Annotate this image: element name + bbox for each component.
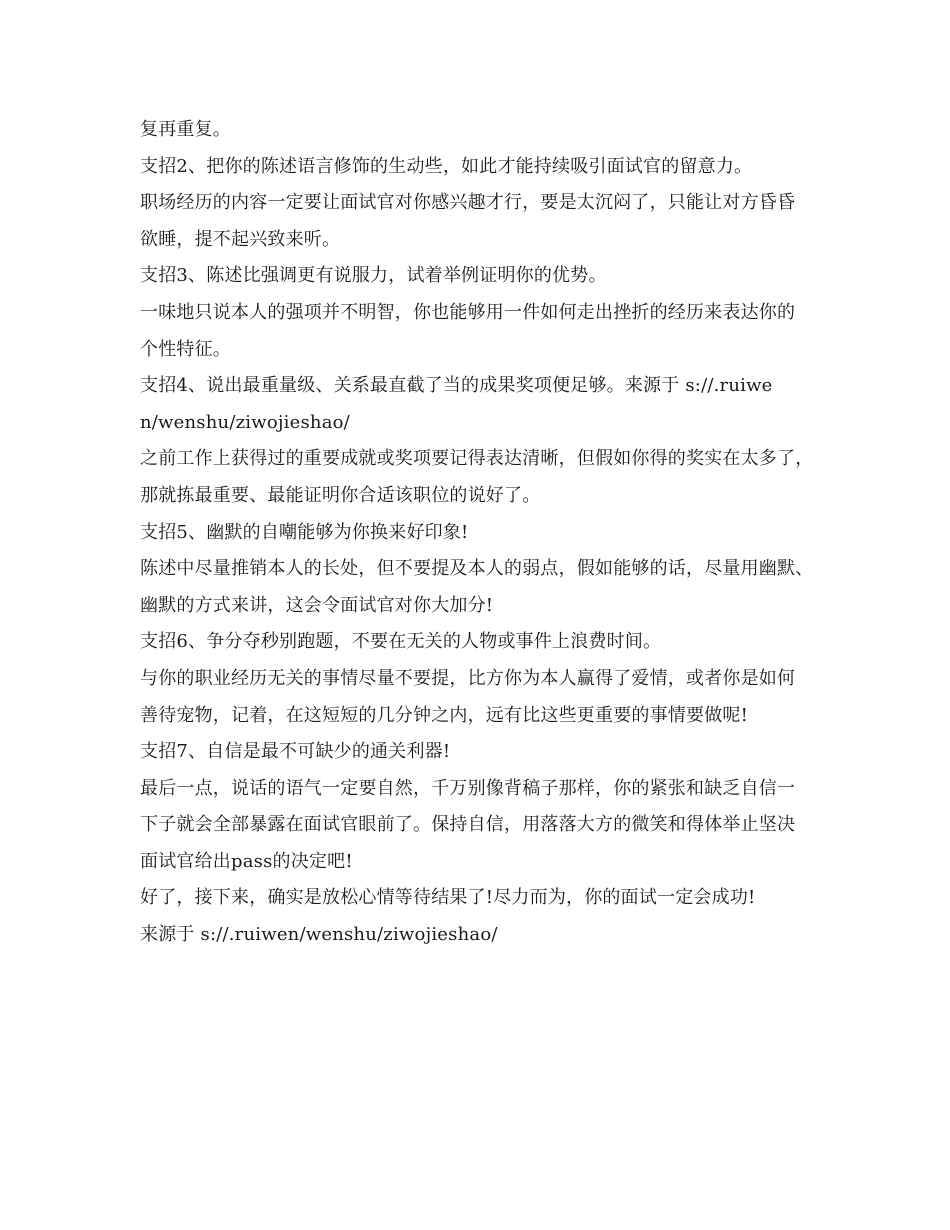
text-line: 善待宠物，记着，在这短短的几分钟之内，远有比这些更重要的事情要做呢! (140, 704, 749, 726)
text-line: 个性特征。 (140, 338, 231, 360)
text-line: 之前工作上获得过的重要成就或奖项要记得表达清晰，但假如你得的奖实在太多了， (140, 448, 814, 470)
text-line: 支招3、陈述比强调更有说服力，试着举例证明你的优势。 (140, 265, 607, 287)
text-line: 职场经历的内容一定要让面试官对你感兴趣才行，要是太沉闷了，只能让对方昏昏 (140, 192, 796, 214)
text-line: 支招7、自信是最不可缺少的通关利器! (140, 741, 451, 763)
text-line: 支招2、把你的陈述语言修饰的生动些，如此才能持续吸引面试官的留意力。 (140, 155, 753, 177)
text-line: 支招5、幽默的自嘲能够为你换来好印象! (140, 521, 469, 543)
text-line: 好了，接下来，确实是放松心情等待结果了!尽力而为，你的面试一定会成功! (140, 887, 756, 909)
text-line: n/wenshu/ziwojieshao/ (140, 411, 350, 433)
text-line: 面试官给出pass的决定吧! (140, 850, 353, 872)
text-line: 一味地只说本人的强项并不明智，你也能够用一件如何走出挫折的经历来表达你的 (140, 301, 796, 323)
source-line: 来源于 s://.ruiwen/wenshu/ziwojieshao/ (140, 924, 498, 946)
text-line: 与你的职业经历无关的事情尽量不要提，比方你为本人赢得了爱情，或者你是如何 (140, 667, 796, 689)
text-line: 那就拣最重要、最能证明你合适该职位的说好了。 (140, 484, 541, 506)
text-line: 最后一点，说话的语气一定要自然，千万别像背稿子那样，你的紧张和缺乏自信一 (140, 777, 796, 799)
text-line: 下子就会全部暴露在面试官眼前了。保持自信，用落落大方的微笑和得体举止坚决 (140, 814, 796, 836)
text-line: 欲睡，提不起兴致来听。 (140, 228, 341, 250)
text-line: 支招6、争分夺秒别跑题，不要在无关的人物或事件上浪费时间。 (140, 631, 662, 653)
text-line: 幽默的方式来讲，这会令面试官对你大加分! (140, 594, 494, 616)
text-line: 支招4、说出最重量级、关系最直截了当的成果奖项便足够。来源于 s://.ruiwe (140, 375, 773, 397)
text-line: 陈述中尽量推销本人的长处，但不要提及本人的弱点，假如能够的话，尽量用幽默、 (140, 558, 814, 580)
text-line: 复再重复。 (140, 119, 231, 140)
document-body (140, 112, 830, 954)
